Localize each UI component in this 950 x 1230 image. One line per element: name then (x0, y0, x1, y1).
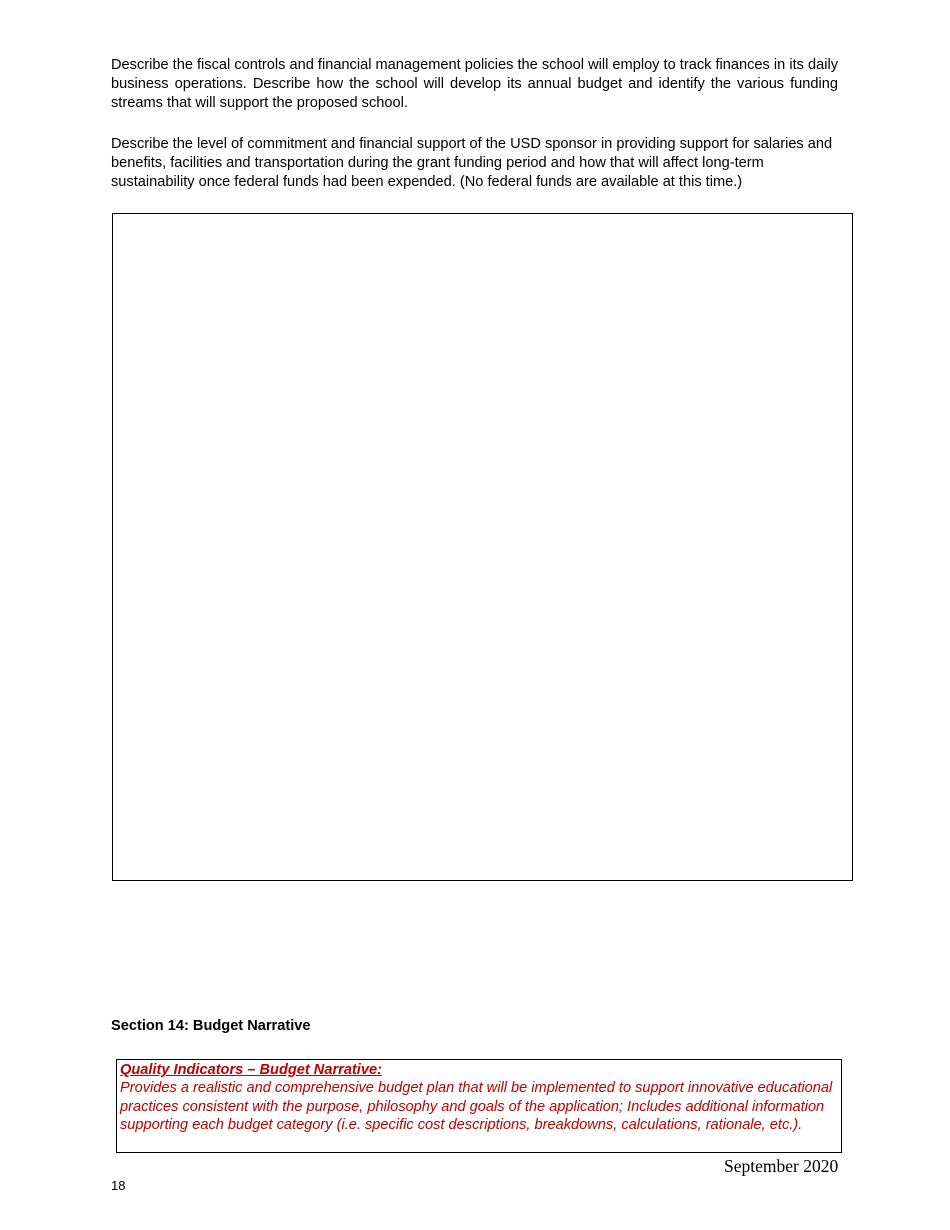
response-text-box[interactable] (112, 213, 853, 881)
section-14-heading: Section 14: Budget Narrative (111, 1018, 311, 1034)
quality-indicators-box (116, 1059, 842, 1153)
footer-date: September 2020 (724, 1156, 839, 1176)
page-number: 18 (111, 1178, 126, 1193)
quality-indicators-body: Provides a realistic and comprehensive budget plan that will be implemented to support innovative educational practices consistent with the purpose, philosophy and goals of the application; Includes additional information supporting each budget category (i.e. specific cost descriptions, breakdowns, calculations, rationale, etc.). (120, 1080, 833, 1133)
quality-indicators-title: Quality Indicators – Budget Narrative: (120, 1062, 382, 1078)
fiscal-controls-prompt: Describe the fiscal controls and financial management policies the school will employ to track finances in its daily business operations. Describe how the school will develop its annual budget and identify the various funding streams that will support the proposed school. (111, 57, 838, 111)
usd-sponsor-support-prompt: Describe the level of commitment and financial support of the USD sponsor in providing support for salaries and benefits, facilities and transportation during the grant funding period and how that will affect long-term sustainability once federal funds had been expended. (No federal funds are available at this time.) (111, 136, 833, 190)
